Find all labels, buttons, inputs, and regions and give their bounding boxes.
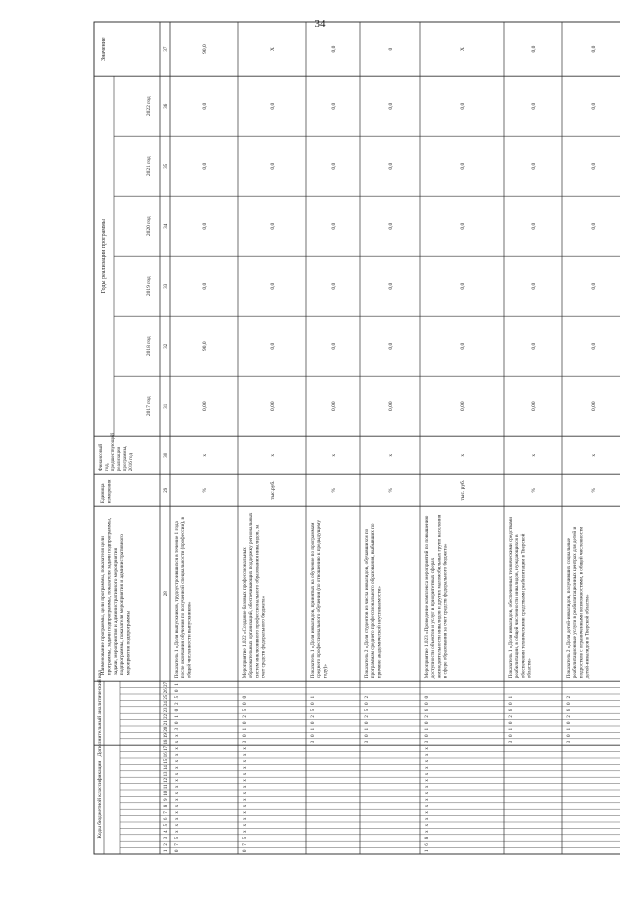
year-value-cell: 0,0 (388, 282, 394, 290)
code-cell: х (425, 766, 430, 769)
code-cell: 1 (175, 715, 180, 718)
column-number: 10 (164, 790, 169, 796)
year-value-cell: 0,0 (388, 162, 394, 170)
column-number: 29 (164, 487, 169, 493)
column-number: 9 (164, 798, 169, 801)
column-number: 8 (164, 804, 169, 808)
indicator-name: Показатель 2 «Доля детей-инвалидов, получивших социальныереабилитационные услуги в реабилитационных центрах для детей иподростков с ограниченными возможностями, в общей численностидетей-инвалидов в Тверской области» (566, 526, 591, 679)
code-cell: 2 (365, 715, 370, 718)
column-number: 14 (164, 765, 169, 770)
code-cell: х (425, 785, 430, 789)
year-value-cell: 0,0 (531, 102, 537, 110)
code-cell: 2 (243, 715, 248, 718)
fin-year-column-header: Финансовыйгод,предшествующийреализациипрограммы,2016 год (99, 433, 134, 472)
code-cell: 0 (175, 689, 180, 693)
code-cell: 0 (365, 702, 370, 705)
code-cell: х (175, 759, 180, 763)
year-value-cell: 0,0 (460, 162, 466, 170)
code-cell: х (425, 817, 430, 821)
column-number: 1 (164, 849, 169, 853)
code-cell: 1 (365, 727, 370, 731)
code-cell: 1 (311, 727, 316, 731)
code-cell: х (243, 772, 248, 776)
name-column-header: Наименование программы, цели программы, показателя целипрограммы, задачи подпрограммы, показателя задачи подпрограммы,задачи, мероприятия и административного мероприятияподпрограммы, показателя мероприятия и административногомероприятия подпрограммы (100, 517, 132, 676)
code-cell: х (425, 753, 430, 757)
unit-cell: % (202, 487, 208, 493)
code-cell: х (175, 830, 180, 833)
code-cell: х (175, 811, 180, 814)
code-cell: х (425, 779, 430, 782)
code-cell: х (425, 823, 430, 827)
year-value-cell: 0,00 (531, 401, 537, 412)
final-value-cell: Х (270, 47, 276, 52)
code-cell: 5 (175, 836, 180, 840)
code-cell: х (243, 830, 248, 833)
unit-column-header: Единицаизмерения (100, 479, 113, 504)
year-value-cell: 0,0 (202, 222, 208, 230)
code-cell: 8 (425, 836, 430, 840)
fin-year-cell: х (460, 453, 466, 457)
code-cell: 3 (365, 740, 370, 744)
year-value-cell: 0,00 (591, 401, 597, 412)
code-cell: х (175, 753, 180, 757)
unit-cell: % (331, 487, 337, 493)
code-cell: 1 (175, 683, 180, 686)
year-value-cell: 0,0 (591, 222, 597, 230)
analytic-group-header: Дополнительный аналитический код (97, 670, 103, 757)
code-cell: х (425, 798, 430, 801)
year-value-cell: 0,00 (331, 401, 337, 412)
year-value-cell: 0,0 (460, 342, 466, 350)
fin-year-cell: х (331, 453, 337, 457)
code-cell: 5 (243, 708, 248, 712)
code-cell: 6 (425, 708, 430, 712)
year-header: 2020 год (146, 216, 152, 237)
year-value-cell: 0,0 (460, 282, 466, 290)
column-number: 21 (164, 720, 169, 726)
code-cell: 0 (243, 695, 248, 699)
year-value-cell: 90,0 (202, 341, 208, 352)
year-value-cell: 0,0 (270, 102, 276, 110)
column-number: 32 (164, 343, 169, 349)
column-number: 25 (164, 694, 169, 700)
code-cell: 1 (509, 727, 514, 731)
code-cell: 7 (175, 843, 180, 846)
year-value-cell: 0,00 (270, 401, 276, 412)
year-value-cell: 0,0 (331, 222, 337, 230)
year-value-cell: 0,0 (270, 282, 276, 290)
code-cell: 0 (311, 721, 316, 725)
fin-year-cell: х (270, 453, 276, 457)
code-cell: х (243, 785, 248, 789)
code-cell: х (243, 798, 248, 801)
code-cell: х (175, 740, 180, 744)
code-cell: х (243, 753, 248, 757)
column-number: 37 (164, 46, 169, 52)
code-cell: х (425, 759, 430, 763)
year-value-cell: 0,0 (331, 342, 337, 350)
year-value-cell: 0,0 (591, 162, 597, 170)
column-number: 34 (164, 223, 169, 229)
final-value-cell: 0,0 (331, 45, 337, 53)
unit-cell: % (591, 487, 597, 493)
column-number: 4 (164, 830, 169, 833)
column-number: 36 (164, 103, 169, 109)
final-value-cell: 90,0 (202, 44, 208, 54)
code-cell: 2 (311, 715, 316, 718)
rotated-table (90, 18, 620, 858)
code-cell: 0 (425, 734, 430, 737)
code-cell: х (175, 791, 180, 795)
code-cell: х (175, 779, 180, 782)
code-cell: 6 (567, 708, 572, 712)
years-group-header: Годы реализации программы (101, 219, 107, 294)
year-header: 2021 год (146, 156, 152, 177)
year-value-cell: 0,00 (388, 401, 394, 412)
code-cell: 0 (425, 721, 430, 725)
unit-cell: тыс.руб. (270, 480, 276, 500)
final-value-header: Значение (101, 37, 107, 61)
year-value-cell: 0,0 (270, 162, 276, 170)
year-value-cell: 0,00 (460, 401, 466, 412)
code-cell: х (243, 759, 248, 763)
column-number: 3 (164, 836, 169, 840)
unit-cell: % (388, 487, 394, 493)
code-cell: 0 (243, 849, 248, 853)
code-cell: 0 (509, 721, 514, 725)
indicator-name: Показатель 2 «Доля студентов из числа инвалидов, обучавшихся попрограммам среднего профессионального образования, выбывших попричине академической неуспеваемости» (364, 523, 383, 679)
year-value-cell: 0,0 (331, 282, 337, 290)
column-number: 30 (164, 452, 169, 458)
fin-year-cell: х (531, 453, 537, 457)
indicator-name: Показатель 1 «Доля инвалидов, обеспеченных техническими средствамиреабилитации, в общей численности инвалидов, нуждающихся вобеспечении техническими средствами реабилитации в Тверскойобласти» (508, 516, 533, 679)
column-number: 28 (164, 591, 169, 597)
column-number: 24 (164, 701, 169, 706)
code-cell: 0 (311, 702, 316, 705)
code-cell: 0 (175, 721, 180, 725)
code-cell: 0 (175, 708, 180, 712)
code-cell: 3 (509, 740, 514, 744)
code-cell: 6 (509, 708, 514, 712)
indicator-name: Показатель 1 «Доля инвалидов, принятых на обучение по программамсреднего профессионального обучения (по отношению к предыдущемугоду)» (310, 520, 329, 679)
code-cell: х (243, 779, 248, 782)
column-number: 31 (164, 403, 169, 409)
code-cell: х (425, 804, 430, 808)
indicator-name: Мероприятие 1.023 «Проведение комплекса мероприятий по повышениюдоступности объектов и услуг в приоритетных сферахжизнедеятельности инвалидов и других маломобильных групп населенияв сфере образования за счет средств федерального бюджета» (424, 514, 449, 679)
code-cell: 0 (243, 734, 248, 737)
column-number: 33 (164, 283, 169, 289)
code-cell: х (175, 798, 180, 801)
code-cell: 1 (425, 727, 430, 731)
code-cell: х (243, 817, 248, 821)
code-cell: 0 (311, 734, 316, 737)
code-cell: х (175, 817, 180, 821)
year-value-cell: 0,0 (460, 102, 466, 110)
code-cell: х (243, 804, 248, 808)
code-cell: 5 (311, 708, 316, 712)
column-number: 27 (164, 682, 169, 687)
year-header: 2019 год (146, 276, 152, 297)
fin-year-cell: х (202, 453, 208, 457)
code-cell: х (175, 804, 180, 808)
year-value-cell: 0,0 (388, 222, 394, 230)
column-number: 5 (164, 823, 169, 827)
code-cell: 0 (243, 721, 248, 725)
code-cell: 3 (311, 740, 316, 744)
year-value-cell: 0,0 (270, 342, 276, 350)
code-cell: 0 (365, 734, 370, 737)
year-value-cell: 0,0 (388, 102, 394, 110)
column-number: 19 (164, 733, 169, 738)
code-cell: 0 (567, 702, 572, 705)
unit-cell: % (531, 487, 537, 493)
year-value-cell: 0,0 (591, 342, 597, 350)
code-cell: 2 (175, 702, 180, 705)
code-cell: 1 (509, 695, 514, 699)
year-value-cell: 0,00 (202, 401, 208, 412)
column-number: 11 (164, 784, 169, 790)
code-cell: 1 (567, 727, 572, 731)
code-cell: 3 (567, 740, 572, 744)
code-cell: 7 (243, 843, 248, 846)
column-number: 16 (164, 752, 169, 758)
code-cell: х (243, 791, 248, 795)
code-cell: 1 (311, 695, 316, 699)
final-value-cell: 0,0 (591, 45, 597, 53)
year-value-cell: 0,0 (202, 282, 208, 290)
column-number: 26 (164, 688, 169, 694)
year-header: 2017 год (146, 396, 152, 417)
column-number: 15 (164, 758, 169, 764)
code-cell: 0 (567, 734, 572, 737)
code-cell: х (243, 823, 248, 827)
code-cell: 0 (567, 721, 572, 725)
column-number: 12 (164, 778, 169, 783)
year-value-cell: 0,0 (531, 342, 537, 350)
codes-group-header: Коды бюджетной классификации (97, 760, 103, 839)
code-cell: х (425, 772, 430, 776)
code-cell: 0 (509, 702, 514, 705)
year-value-cell: 0,0 (331, 102, 337, 110)
code-cell: 2 (567, 715, 572, 718)
year-value-cell: 0,0 (531, 162, 537, 170)
code-cell: 0 (509, 734, 514, 737)
code-cell: 1 (425, 849, 430, 853)
year-value-cell: 0,0 (270, 222, 276, 230)
code-cell: х (425, 747, 430, 750)
column-number: 22 (164, 714, 169, 719)
year-value-cell: 0,0 (531, 222, 537, 230)
year-value-cell: 0,0 (460, 222, 466, 230)
indicator-name: Показатель 1 «Доля выпускников, трудоустроившихся в течение 1 годапосле окончания обучения по полученной специальности (профессии), вобщей численности выпускников» (174, 516, 193, 679)
column-number: 2 (164, 843, 169, 846)
code-cell: х (175, 785, 180, 789)
code-cell: х (425, 811, 430, 814)
year-value-cell: 0,0 (202, 102, 208, 110)
year-value-cell: 0,0 (531, 282, 537, 290)
year-value-cell: 0,0 (202, 162, 208, 170)
code-cell: 6 (425, 843, 430, 846)
code-cell: х (175, 766, 180, 769)
code-cell: 0 (425, 702, 430, 705)
code-cell: 2 (567, 695, 572, 699)
final-value-cell: Х (460, 47, 466, 52)
table-frame (94, 22, 620, 854)
fin-year-cell: х (591, 453, 597, 457)
unit-cell: тыс. руб. (460, 479, 466, 501)
fin-year-cell: х (388, 453, 394, 457)
column-number: 7 (164, 811, 169, 814)
code-cell: х (425, 791, 430, 795)
code-cell: х (175, 823, 180, 827)
code-cell: 0 (175, 849, 180, 853)
code-cell: 2 (365, 695, 370, 699)
year-header: 2022 год (146, 96, 152, 117)
column-number: 17 (164, 746, 169, 751)
code-cell: х (243, 766, 248, 769)
column-number: 35 (164, 163, 169, 169)
code-cell: 5 (243, 836, 248, 840)
code-cell: 3 (175, 727, 180, 731)
year-value-cell: 0,0 (591, 282, 597, 290)
code-cell: х (175, 747, 180, 750)
code-cell: 2 (425, 715, 430, 718)
column-number: 18 (164, 739, 169, 745)
code-cell: х (175, 772, 180, 776)
column-number: 23 (164, 707, 169, 713)
code-cell: х (425, 830, 430, 833)
year-value-cell: 0,0 (388, 342, 394, 350)
year-header: 2018 год (146, 336, 152, 357)
year-value-cell: 0,0 (591, 102, 597, 110)
code-cell: 0 (243, 702, 248, 705)
code-cell: 3 (425, 740, 430, 744)
code-cell: 1 (243, 727, 248, 731)
column-number: 20 (164, 726, 169, 732)
column-number: 6 (164, 817, 169, 821)
code-cell: 0 (365, 721, 370, 725)
code-cell: х (175, 734, 180, 737)
code-cell: 2 (509, 715, 514, 718)
budget-table (90, 18, 620, 858)
code-cell: х (243, 747, 248, 750)
year-value-cell: 0,0 (331, 162, 337, 170)
code-cell: х (243, 811, 248, 814)
code-cell: 0 (425, 695, 430, 699)
code-cell: 3 (243, 740, 248, 744)
code-cell: 5 (175, 695, 180, 699)
final-value-cell: 0,0 (531, 45, 537, 53)
code-cell: 5 (365, 708, 370, 712)
final-value-cell: 0 (388, 47, 394, 51)
indicator-name: Мероприятие 1.022 «Создание базовых профессиональныхобразовательных организаций, обеспечивающих поддержку региональныхсистем инклюзивного профессионального образования инвалидов, засчет средств федерального бюджета» (242, 512, 267, 679)
page-number: 34 (314, 18, 326, 30)
column-number: 13 (164, 771, 169, 777)
